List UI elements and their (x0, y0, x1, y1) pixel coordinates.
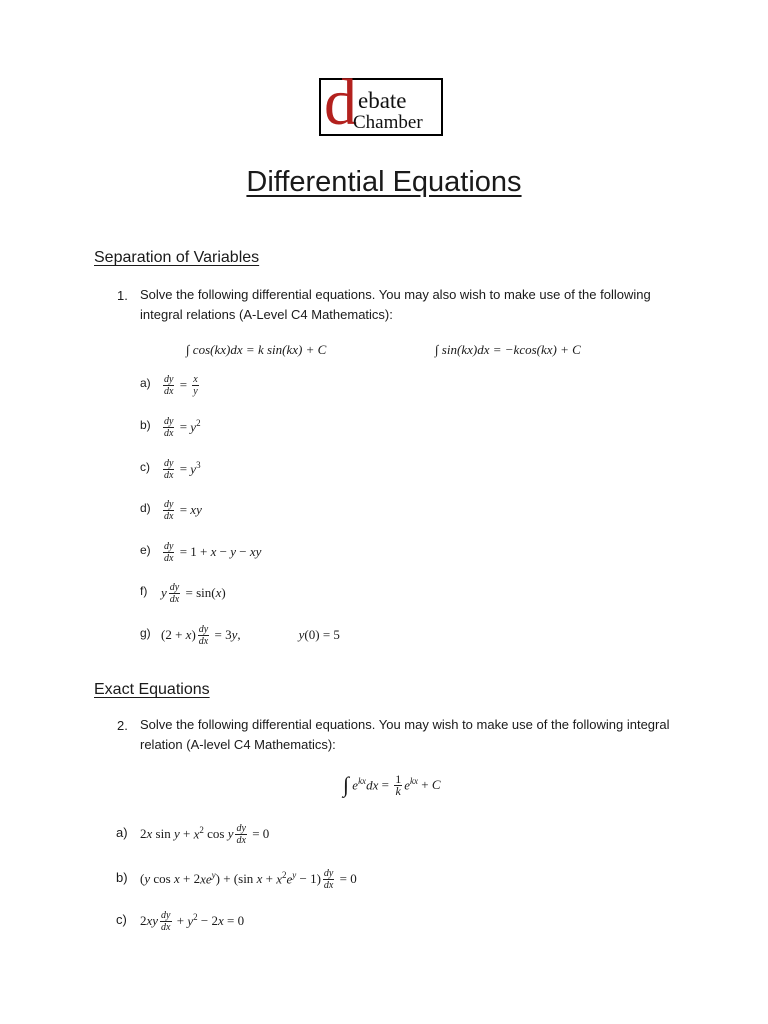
equation-part-a (0, 370, 768, 400)
part-letter: g) (140, 626, 151, 640)
page-title: Differential Equations (246, 166, 522, 198)
equation-part-e (0, 537, 768, 567)
part-letter: a) (116, 825, 128, 840)
part-letter: d) (140, 501, 151, 515)
equation-expression: $\frac{dy}{dx}$ = $y^2$ (164, 415, 201, 439)
equation-expression: y $\frac{dy}{dx}$ = sin( x ) (161, 581, 226, 605)
equation-part-d (0, 495, 768, 525)
equation-part-f (0, 578, 768, 608)
equation-expression: $\frac{dy}{dx}$ = $\frac{x}{y}$ (164, 373, 198, 397)
part-letter: c) (140, 460, 150, 474)
part-letter: e) (140, 543, 151, 557)
integral-relation-cos: ∫ cos(kx)dx = k sin(kx) + C (186, 342, 327, 357)
exact-equation-part-c (0, 906, 768, 936)
equation-expression: $\frac{dy}{dx}$ = $y^3$ (164, 457, 201, 481)
equation-expression: 2 x sin y + $x^2$ cos y $\frac{dy}{dx}$ = 0 (140, 822, 270, 846)
part-letter: b) (116, 870, 128, 885)
part-letter: c) (116, 912, 127, 927)
equation-expression: $\frac{dy}{dx}$ = 1 + x − y − xy (164, 540, 262, 564)
logo-chamber-text: Chamber (353, 112, 423, 133)
equation-part-g (0, 620, 768, 650)
equation-expression: 2 xy $\frac{dy}{dx}$ + $y^2$ − 2 x = 0 (140, 909, 245, 933)
equation-part-c (0, 454, 768, 484)
initial-condition: y(0) = 5 (298, 627, 340, 642)
equation-expression: (2 + x ) $\frac{dy}{dx}$ = 3 y , y(0) = 5 (161, 623, 340, 647)
logo-d-letter: d (324, 66, 357, 139)
section-heading-separation: Separation of Variables (94, 249, 260, 266)
logo-ebate-text: ebate (358, 88, 407, 113)
equation-part-b (0, 412, 768, 442)
part-letter: f) (140, 584, 148, 598)
part-letter: b) (140, 418, 151, 432)
integral-relation-exp: ∫ $e^{kx}dx$ = $\frac{1}{k}$ $e^{kx}$ + C (343, 771, 441, 798)
question-number-1: 1. (117, 288, 128, 303)
integral-relation-sin: ∫ sin(kx)dx = −kcos(kx) + C (435, 342, 581, 357)
section-heading-exact: Exact Equations (94, 681, 210, 698)
equation-expression: ( y cos x + 2 $xe^y$ ) + (sin x + $x^2e^y$ − 1) $\frac{dy}{dx}$ = 0 (140, 867, 357, 891)
question-text-2: Solve the following differential equations. You may wish to make use of the following integral relation (A-level C4 Mathematics): (140, 717, 670, 752)
question-text-1: Solve the following differential equations. You may also wish to make use of the following integral relations (A-Level C4 Mathematics): (140, 287, 651, 322)
exact-equation-part-a (0, 819, 768, 849)
part-letter: a) (140, 376, 151, 390)
equation-expression: $\frac{dy}{dx}$ = xy (164, 498, 202, 522)
exact-equation-part-b (0, 864, 768, 894)
debate-chamber-logo (319, 66, 443, 139)
question-number-2: 2. (117, 718, 128, 733)
